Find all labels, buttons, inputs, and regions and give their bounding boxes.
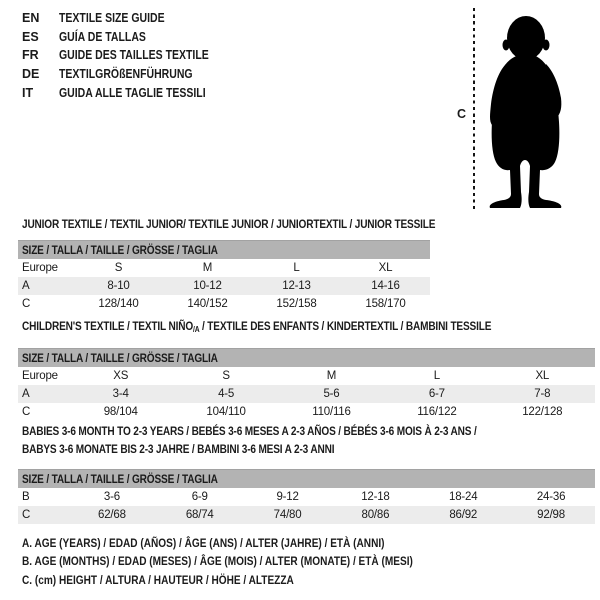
language-code: IT [22, 85, 34, 100]
row-label: B [22, 491, 30, 503]
size-cell: S [222, 370, 230, 382]
size-cell: 140/152 [187, 298, 228, 310]
language-code: ES [22, 29, 39, 44]
size-cell: 104/110 [206, 406, 246, 418]
size-cell: 128/140 [98, 298, 139, 310]
table-row [18, 259, 430, 277]
title-subscript: /A [193, 325, 200, 334]
size-cell: L [293, 262, 300, 274]
language-title: GUÍA DE TALLAS [59, 29, 146, 44]
children-size-table [18, 348, 595, 421]
language-row [22, 65, 237, 84]
size-cell: 24-36 [536, 491, 566, 503]
size-cell: M [202, 262, 213, 274]
size-cell: 10-12 [193, 280, 222, 292]
language-title: TEXTILGRÖßENFÜHRUNG [59, 67, 193, 82]
size-cell: M [326, 370, 337, 382]
size-cell: 4-5 [218, 388, 235, 400]
junior-table-title: JUNIOR TEXTILE / TEXTIL JUNIOR/ TEXTILE JUNIOR / JUNIORTEXTIL / JUNIOR TESSILE [22, 217, 436, 231]
size-cell: 62/68 [98, 509, 126, 521]
size-cell: 7-8 [534, 388, 551, 400]
size-cell: XS [113, 370, 129, 382]
size-cell: 14-16 [371, 280, 400, 292]
size-cell: S [114, 262, 123, 274]
table-header-row [18, 470, 595, 489]
language-row [22, 83, 237, 102]
size-cell: 5-6 [323, 388, 340, 400]
size-cell: 6-9 [191, 491, 208, 503]
size-cell: 18-24 [449, 491, 478, 503]
size-cell: XL [378, 262, 393, 274]
junior-size-table [18, 240, 430, 313]
size-cell: 116/122 [417, 406, 457, 418]
size-cell: 6-7 [428, 388, 445, 400]
language-title: TEXTILE SIZE GUIDE [59, 11, 165, 26]
table-row [18, 488, 595, 506]
footnote-b: B. AGE (MONTHS) / EDAD (MESES) / ÂGE (MOIS) / ALTER (MONATE) / ETÀ (MESI) [22, 554, 413, 569]
language-code: DE [22, 67, 40, 82]
language-title: GUIDA ALLE TAGLIE TESSILI [59, 85, 206, 100]
footnote-c: C. (cm) HEIGHT / ALTURA / HAUTEUR / HÖHE / ALTEZZA [22, 572, 294, 587]
size-cell: 158/170 [365, 298, 406, 310]
size-cell: 98/104 [103, 406, 138, 418]
table-row [18, 367, 595, 385]
size-cell: 3-6 [103, 491, 120, 503]
size-cell: L [433, 370, 440, 382]
language-code: EN [22, 11, 40, 26]
language-list [22, 9, 237, 102]
table-row [18, 295, 430, 313]
size-cell: 12-13 [282, 280, 311, 292]
row-label: C [22, 298, 31, 310]
size-header: SIZE / TALLA / TAILLE / GRÖSSE / TAGLIA [18, 470, 595, 489]
size-cell: 122/128 [522, 406, 563, 418]
table-row [18, 277, 430, 295]
row-label: C [22, 406, 31, 418]
size-header: SIZE / TALLA / TAILLE / GRÖSSE / TAGLIA [18, 349, 595, 368]
row-label: A [22, 388, 30, 400]
size-cell: XL [535, 370, 550, 382]
row-label: C [22, 509, 31, 521]
baby-silhouette-icon [484, 8, 568, 208]
size-cell: 12-18 [361, 491, 390, 503]
language-title: GUIDE DES TAILLES TEXTILE [59, 48, 209, 63]
table-header-row [18, 349, 595, 368]
table-header-row [18, 241, 430, 260]
babies-size-table [18, 469, 595, 524]
language-row [22, 9, 237, 28]
size-cell: 86/92 [449, 509, 478, 521]
size-cell: 80/86 [361, 509, 390, 521]
footnote-a: A. AGE (YEARS) / EDAD (AÑOS) / ÂGE (ANS) / ALTER (JAHRE) / ETÀ (ANNI) [22, 536, 385, 550]
row-label: Europe [22, 262, 58, 274]
size-cell: 92/98 [537, 509, 565, 521]
size-cell: 110/116 [312, 406, 351, 418]
language-row [22, 46, 237, 65]
size-cell: 9-12 [276, 491, 299, 503]
footnotes [22, 536, 487, 591]
babies-table-title-line1: BABIES 3-6 MONTH TO 2-3 YEARS / BEBÉS 3-6 MESES A 2-3 AÑOS / BÉBÉS 3-6 MOIS À 2-3 ANS / [22, 424, 477, 438]
row-label: Europe [22, 370, 58, 382]
size-cell: 8-10 [107, 280, 130, 292]
table-row [18, 403, 595, 421]
height-dashed-line-icon [473, 8, 475, 209]
size-header: SIZE / TALLA / TAILLE / GRÖSSE / TAGLIA [18, 241, 430, 260]
size-cell: 3-4 [112, 388, 129, 400]
language-row [22, 28, 237, 47]
row-label: A [22, 280, 30, 292]
table-row [18, 506, 595, 524]
children-table-title: CHILDREN'S TEXTILE / TEXTIL $NIÑO_{/A}$ / TEXTILE DES ENFANTS / KINDERTEXTIL / BAMBINI TESSILE [22, 319, 492, 334]
babies-table-title-line2: BABYS 3-6 MONATE BIS 2-3 JAHRE / BAMBINI 3-6 MESI A 2-3 ANNI [22, 442, 335, 456]
size-cell: 74/80 [273, 509, 302, 521]
height-measure-label: C [457, 107, 467, 121]
size-cell: 68/74 [185, 509, 214, 521]
language-code: FR [22, 48, 39, 63]
table-row [18, 385, 595, 403]
size-cell: 152/158 [276, 298, 317, 310]
